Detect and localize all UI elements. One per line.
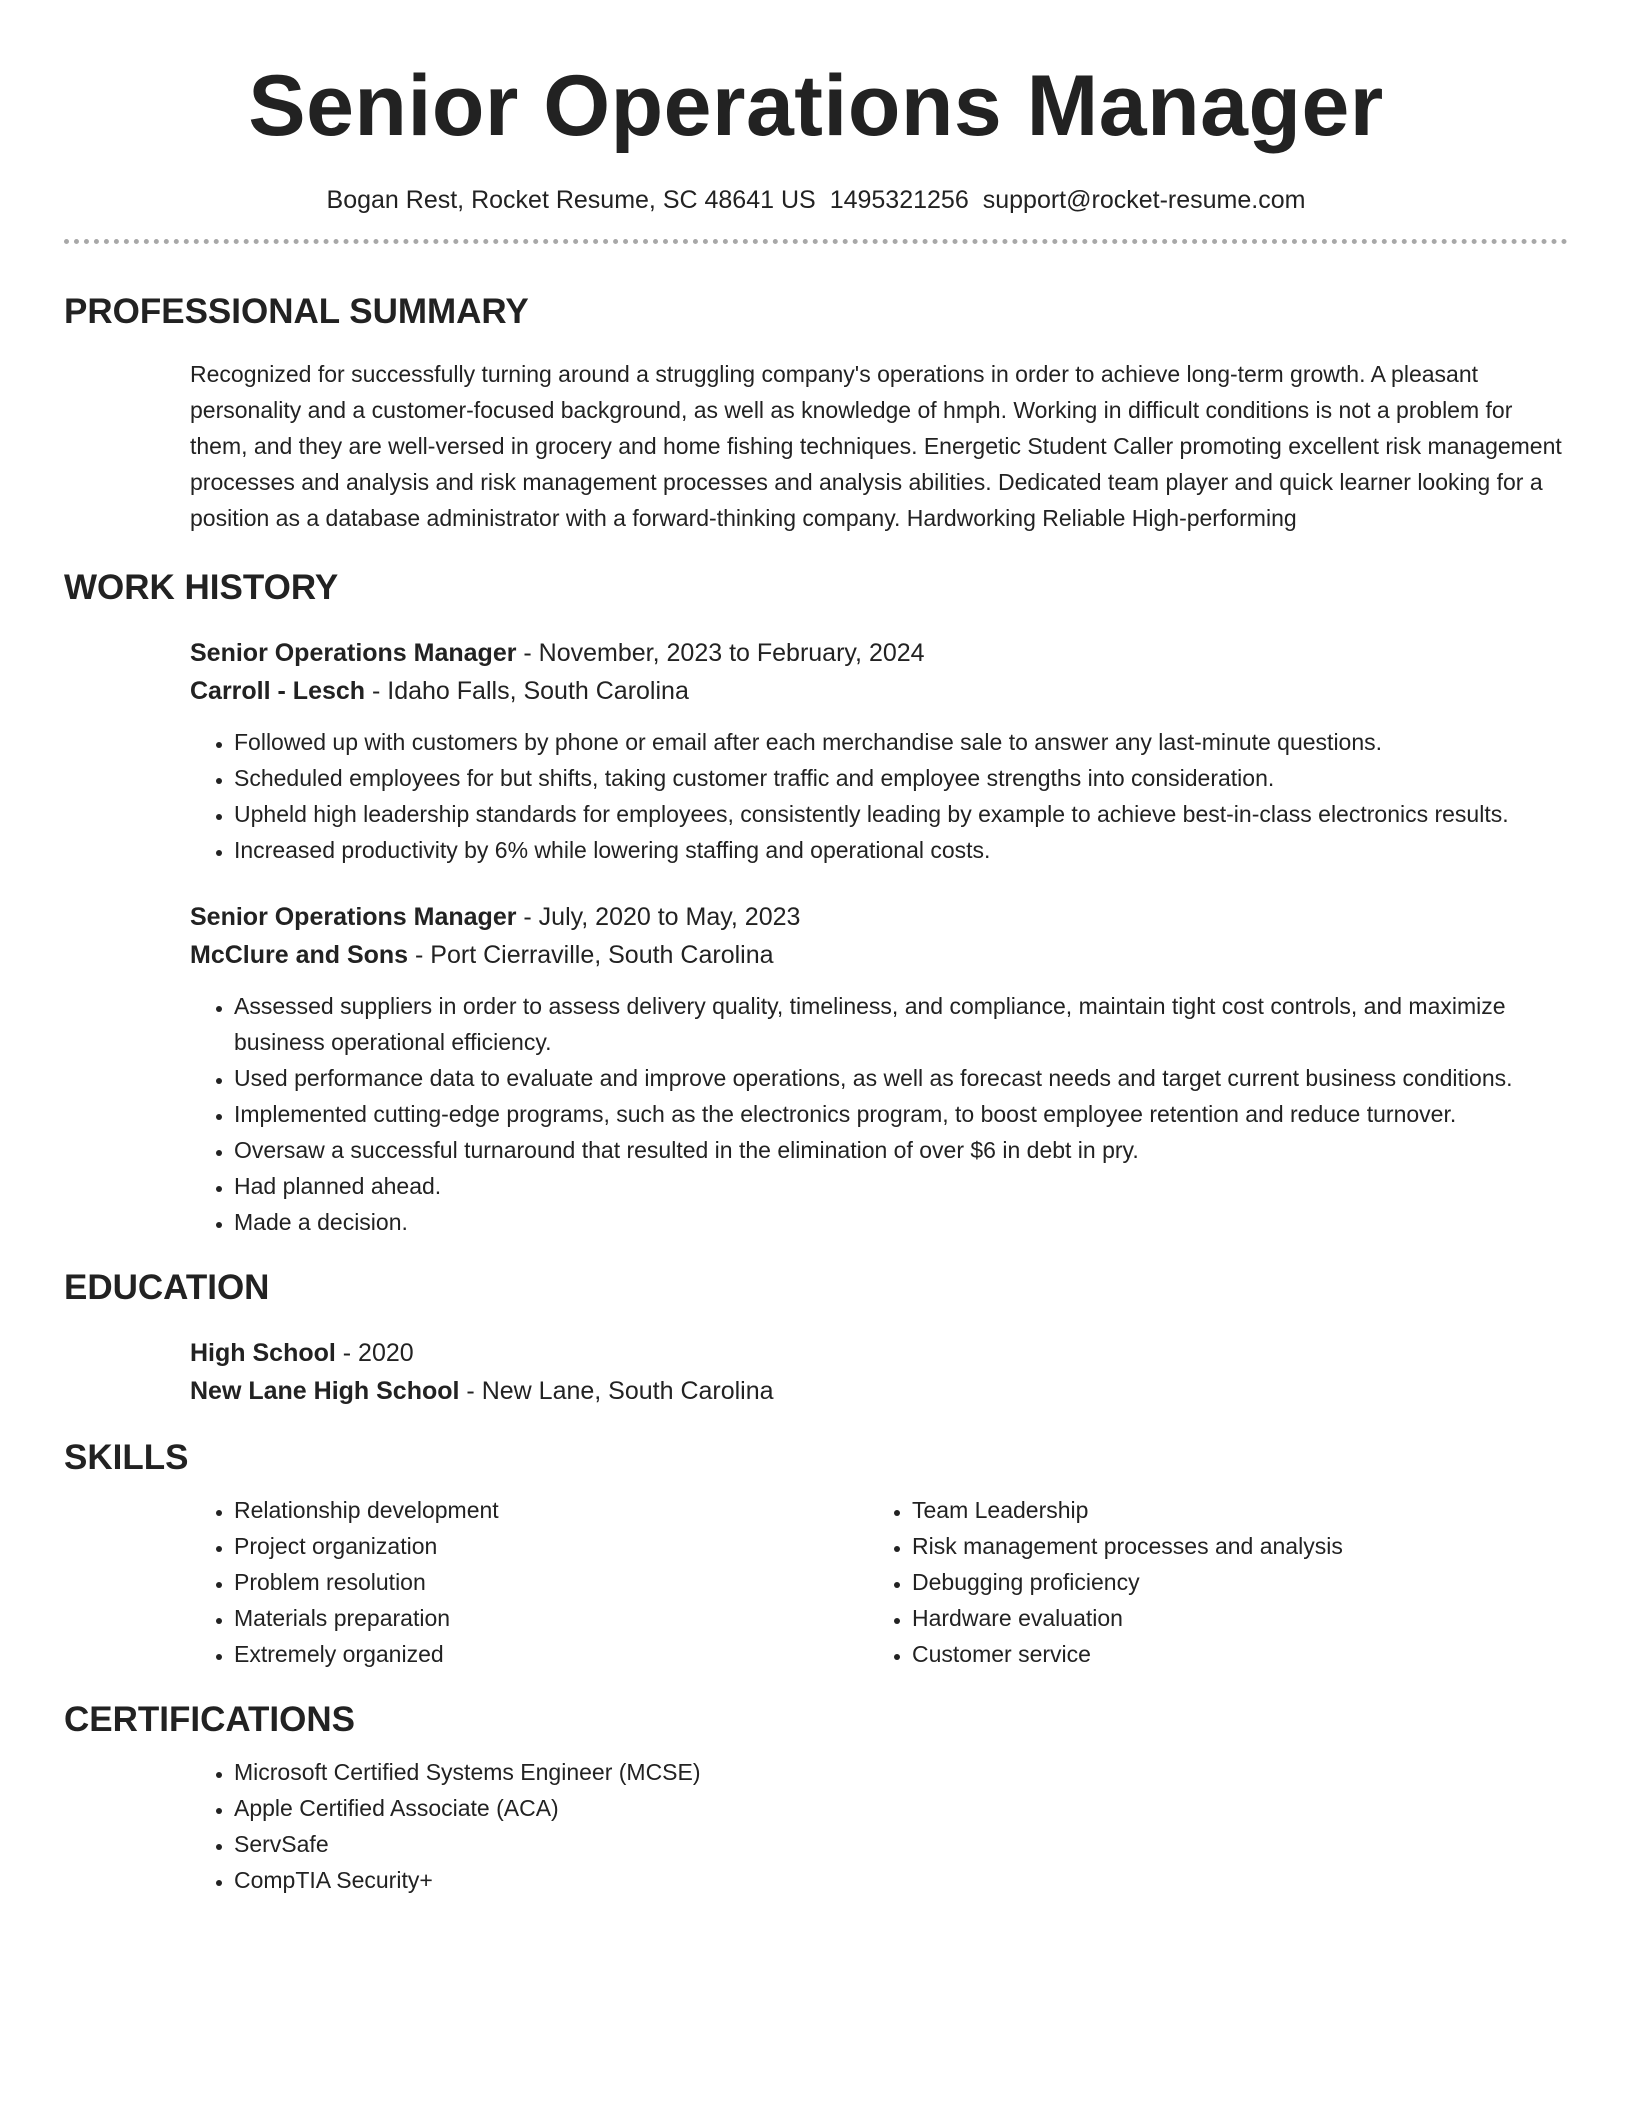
job-bullet: • Scheduled employees for but shifts, taking customer traffic and employee strengths into consideration.: [234, 760, 1568, 796]
job-bullet: • Increased productivity by 6% while lowering staffing and operational costs.: [234, 832, 1568, 868]
section-title-work-history: WORK HISTORY: [64, 568, 339, 607]
job-bullet: • Made a decision.: [234, 1204, 1568, 1240]
job-bullet: • Had planned ahead.: [234, 1168, 1568, 1204]
skill-item: • Materials preparation: [234, 1600, 868, 1636]
job-bullet: • Used performance data to evaluate and improve operations, as well as forecast needs and target current business conditions.: [234, 1060, 1568, 1096]
resume-page: [64, 0, 1568, 1898]
education-school: New Lane High School: [190, 1377, 460, 1405]
job-bullet: • Assessed suppliers in order to assess delivery quality, timeliness, and compliance, maintain tight cost controls, and maximize business operational efficiency.: [234, 988, 1568, 1060]
certification-item: • Microsoft Certified Systems Engineer (MCSE): [234, 1754, 1568, 1790]
job-location: - Idaho Falls, South Carolina: [365, 677, 689, 705]
certification-item: • ServSafe: [234, 1826, 1568, 1862]
skill-item: • Team Leadership: [912, 1492, 1546, 1528]
contact-address: Bogan Rest, Rocket Resume, SC 48641 US: [326, 186, 816, 214]
skill-item: • Extremely organized: [234, 1636, 868, 1672]
header-divider: [64, 239, 1568, 244]
skills-column-right: [868, 1492, 1546, 1672]
skills-grid: [190, 1492, 1568, 1672]
job-bullets: [190, 988, 1568, 1240]
section-title-summary: PROFESSIONAL SUMMARY: [64, 292, 529, 331]
job-entry: [190, 634, 1568, 868]
job-dates: - July, 2020 to May, 2023: [516, 903, 801, 931]
job-bullets: [190, 724, 1568, 868]
section-title-certifications: CERTIFICATIONS: [64, 1700, 356, 1739]
skill-item: • Customer service: [912, 1636, 1546, 1672]
skill-item: • Risk management processes and analysis: [912, 1528, 1546, 1564]
skills-list: [190, 1492, 868, 1672]
skill-item: • Relationship development: [234, 1492, 868, 1528]
job-bullet: • Upheld high leadership standards for employees, consistently leading by example to achieve best-in-class electronics results.: [234, 796, 1568, 832]
section-title-education: EDUCATION: [64, 1268, 270, 1307]
summary-text: Recognized for successfully turning around a struggling company's operations in order to achieve long-term growth. A pleasant personality and a customer-focused background, as well as knowledge of hmph. Working in difficult conditions is not a problem for them, and they are well-versed in grocery and home fishing techniques. Energetic Student Caller promoting excellent risk management processes and analysis and risk management processes and analysis abilities. Dedicated team player and quick learner looking for a position as a database administrator with a forward-thinking company. Hardworking Reliable High-performing: [190, 361, 1562, 531]
job-title-line: [190, 634, 1568, 672]
job-company-line: [190, 672, 1568, 710]
certifications-list: [190, 1754, 1568, 1898]
education-school-line: [190, 1372, 1568, 1410]
job-company: Carroll - Lesch: [190, 677, 366, 705]
skill-item: • Problem resolution: [234, 1564, 868, 1600]
education-degree-line: [190, 1334, 1568, 1372]
certification-item: • Apple Certified Associate (ACA): [234, 1790, 1568, 1826]
job-bullet: • Implemented cutting-edge programs, such as the electronics program, to boost employee retention and reduce turnover.: [234, 1096, 1568, 1132]
skill-item: • Project organization: [234, 1528, 868, 1564]
education-year: - 2020: [335, 1339, 414, 1367]
job-role: Senior Operations Manager: [190, 903, 517, 931]
education-location: - New Lane, South Carolina: [459, 1377, 774, 1405]
contact-phone: 1495321256: [829, 186, 969, 214]
contact-email: support@rocket-resume.com: [982, 186, 1306, 214]
education-entry: [190, 1334, 1568, 1410]
skill-item: • Debugging proficiency: [912, 1564, 1546, 1600]
contact-line: [64, 184, 1568, 216]
skills-column-left: [190, 1492, 868, 1672]
certification-item: • CompTIA Security+: [234, 1862, 1568, 1898]
resume-name: Senior Operations Manager: [248, 58, 1384, 154]
job-bullet: • Oversaw a successful turnaround that resulted in the elimination of over $6 in debt in pry.: [234, 1132, 1568, 1168]
job-company-line: [190, 936, 1568, 974]
skills-list: [868, 1492, 1546, 1672]
skill-item: • Hardware evaluation: [912, 1600, 1546, 1636]
job-bullet: • Followed up with customers by phone or email after each merchandise sale to answer any last-minute questions.: [234, 724, 1568, 760]
job-entry: [190, 898, 1568, 1240]
job-company: McClure and Sons: [190, 941, 409, 969]
education-degree: High School: [190, 1339, 336, 1367]
certification-bullets: [190, 1754, 1568, 1898]
job-title-line: [190, 898, 1568, 936]
job-role: Senior Operations Manager: [190, 639, 517, 667]
section-title-skills: SKILLS: [64, 1438, 189, 1477]
job-location: - Port Cierraville, South Carolina: [408, 941, 774, 969]
job-dates: - November, 2023 to February, 2024: [516, 639, 925, 667]
